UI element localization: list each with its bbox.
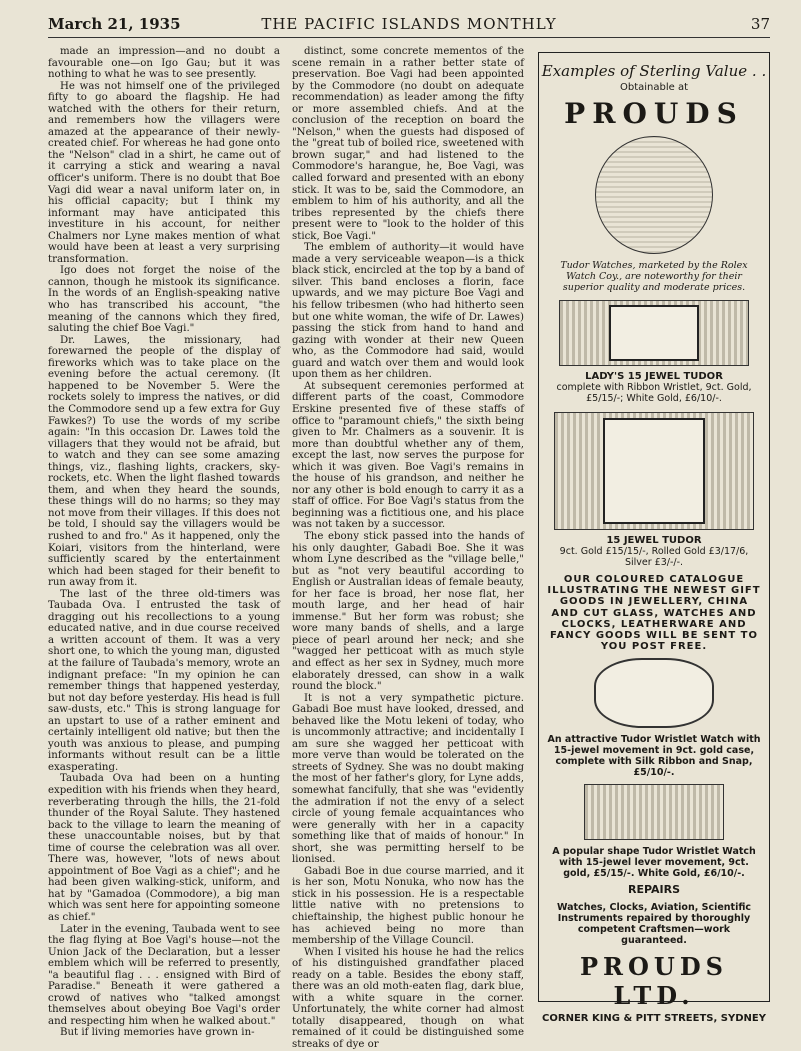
paragraph: When I visited his house he had the relics of his distinguished grandfather placed ready on a table. Besides the ebony staff, there was an old moth-eaten flag, dark blue, with a white square in the corner. Unfortunately, the white corner had almost totally disappeared, though on what remained of it could be distinguished some streaks of dye or — [292, 946, 524, 1051]
paragraph: Gabadi Boe in due course married, and it is her son, Motu Nonuka, who now has the stick in his possession. He is a respectable little native with no pretensions to chieftainship, the highest public honour he has achieved being no more than membership of the Village Council. — [292, 865, 524, 947]
paragraph: The last of the three old-timers was Taubada Ova. I entrusted the task of dragging out his recollections to a young educated native, and in due course received a written account of them. It was a very short one, to which the young man, digusted at the failure of Taubada's memory, wrote an indignant preface: "In my opinion he can remember things that happened yesterday, but not day before yesterday. His head is full saw-dusts, etc." This is strong language for an upstart to use of a rather eminent and certainly intelligent old native; but then the youth was anxious to please, and pumping informants without result can be a little exasperating. — [48, 588, 280, 773]
prouds-logo: PROUDS — [564, 97, 744, 130]
article-column-1 — [48, 46, 280, 1039]
popular-watch-caption: A popular shape Tudor Wristlet Watch with 15-jewel lever movement, 9ct. gold, £5/15/-. White Gold, £6/10/-. — [552, 846, 756, 880]
ad-obtainable: Obtainable at — [619, 82, 689, 93]
article-column-2 — [292, 46, 524, 1051]
ladys-watch-caption: LADY'S 15 JEWEL TUDOR complete with Ribbon Wristlet, 9ct. Gold, £5/15/-; White Gold, £6/10/-. — [556, 371, 752, 404]
paragraph: The emblem of authority—it would have made a very serviceable weapon—is a thick black stick, encircled at the top by a band of silver. This band encloses a florin, face upwards, and we may picture Boe Vagi and his fellow tribesmen (who had hitherto seen but one white woman, the wife of Dr. Lawes) passing the stick from hand to hand and gazing with wonder at their new Queen who, as the Commodore had said, would guard and watch over them and would look upon them as her children. — [292, 242, 524, 381]
prouds-ltd-logo: PROUDS LTD. — [580, 952, 728, 1011]
paragraph: distinct, some concrete mementos of the scene remain in a rather better state of preservation. Boe Vagi had been appointed by the Commodore (no doubt on adequate recommendation) as leader among the fifty or more assembled chiefs. And at the conclusion of the reception on board the "Nelson," when the guests had disposed of the "great tub of boiled rice, sweetened with brown sugar," and had listened to the Commodore's harangue, he, Boe Vagi, was called forward and presented with an ebony stick. It was to be, said the Commodore, an emblem to him of his authority, and all the tribes represented by the chiefs there present were to "look to the holder of this stick, Boe Vagi." — [292, 46, 524, 242]
popular-watch-image — [584, 784, 724, 840]
page-number: 37 — [750, 15, 770, 33]
paragraph: Later in the evening, Taubada went to see the flag flying at Boe Vagi's house—not the Union Jack of the Declaration, but a lesser emblem which will be referred to presently, "a beautiful flag . . . ensigned with Bird of Paradise." Beneath it were gathered a crowd of natives who "talked amongst themselves about obeying Boe Vagi's order and respecting him when he walked about." — [48, 923, 280, 1027]
store-address: CORNER KING & PITT STREETS, SYDNEY — [542, 1013, 766, 1025]
ad-intro: Tudor Watches, marketed by the Rolex Watch Coy., are noteworthy for their superior quality and moderate prices. — [560, 260, 748, 293]
ad-headline: Examples of Sterling Value . . — [541, 62, 767, 80]
tudor-watch-image — [554, 412, 754, 530]
paragraph: Igo does not forget the noise of the cannon, though he mistook its significance. In the words of an English-speaking native who has transcribed his account, "the meaning of the cannons which they fired, saluting the chief Boe Vagi." — [48, 265, 280, 335]
issue-date: March 21, 1935 — [48, 15, 181, 33]
page-header — [48, 12, 770, 38]
paragraph: Dr. Lawes, the missionary, had forewarned the people of the display of fireworks which was to take place on the evening before the actual ceremony. (It happened to be November 5. Were the rockets solely to impress the natives, or did the Commodore send up a few extra for Guy Fawkes?) To use the words of my scribe again: "In this occasion Dr. Lawes told the villagers that they would not be afraid, but to watch and they can see some amazing things, viz., flashing lights, crackers, sky-rockets, etc. When the light flashed towards them, and when they heard the sounds, these things will do no harms; so they may not move from their villages. If this does not be told, I should say the villagers would be rushed to and fro." As it happened, only the Koiari, visitors from the hinterland, were sufficiently scared by the entertainment which had been staged for their benefit to run away from it. — [48, 334, 280, 589]
ladys-watch-image — [559, 300, 749, 366]
paragraph: made an impression—and no doubt a favourable one—on Igo Gau; but it was nothing to what he was to see presently. — [48, 46, 280, 81]
paragraph: At subsequent ceremonies performed at different parts of the coast, Commodore Erskine presented five of these staffs of office to "paramount chiefs," the sixth being given to Mr. Chalmers as a souvenir. It is more than doubtful whether any of them, except the last, now serves the purpose for which it was given. Boe Vagi's remains in the house of his grandson, and neither he nor any other is bold enough to carry it as a staff of office. For Boe Vagi's status from the beginning was a fictitious one, and his place was not taken by a successor. — [292, 380, 524, 531]
wristlet-watch-image — [594, 658, 714, 728]
prouds-advertisement — [538, 52, 770, 1025]
repairs-text: Watches, Clocks, Aviation, Scientific Instruments repaired by thoroughly competent Craftsmen—work guaranteed. — [556, 902, 752, 947]
paragraph: But if living memories have grown in- — [60, 1027, 255, 1039]
paragraph: It is not a very sympathetic picture. Gabadi Boe must have looked, dressed, and behaved like the Motu lekeni of today, who is uncommonly attractive; and incidentally I am sure she wagged her petticoat with more verve than would be tolerated on the streets of Sydney. She was no doubt making the most of her father's glory, for Lyne adds, somewhat fancifully, that she was "evidently the admiration if not the envy of a select circle of young female acquaintances who were generally with her in a capacity something like that of maids of honour." In short, she was permitting herself to be lionised. — [292, 692, 524, 866]
catalogue-notice: OUR COLOURED CATALOGUE ILLUSTRATING THE NEWEST GIFT GOODS IN JEWELLERY, CHINA AND CUT GLASS, WATCHES AND CLOCKS, LEATHERWARE AND FANCY GOODS WILL BE SENT TO YOU POST FREE. — [547, 574, 761, 653]
magazine-title: THE PACIFIC ISLANDS MONTHLY — [261, 15, 557, 33]
tudor-watch-caption: 15 JEWEL TUDOR 9ct. Gold £15/15/-, Rolled Gold £3/17/6, Silver £3/-/-. — [559, 535, 749, 568]
wristlet-caption: An attractive Tudor Wristlet Watch with 15-jewel movement in 9ct. gold case, complete with Silk Ribbon and Snap, £5/10/-. — [547, 734, 761, 779]
store-building-image — [595, 136, 713, 254]
paragraph: He was not himself one of the privileged fifty to go aboard the flagship. He had watched with the others for their return, and remembers how the villagers were amazed at the appearance of their newly-created chief. For whereas he had gone onto the "Nelson" clad in a shirt, he came out of it carrying a stick and wearing a naval officer's uniform. There is no doubt that Boe Vagi did wear a naval uniform later on, in his official capacity; but I think my informant may have anticipated this investiture in his account, for neither Chalmers nor Lyne makes mention of what would have been at least a very surprising transformation. — [48, 80, 280, 265]
paragraph: Taubada Ova had been on a hunting expedition with his friends when they heard, reverberating through the hills, the 21-fold thunder of the Royal Salute. They hastened back to the village to learn the meaning of these unaccountable noises, but by that time of course the celebration was all over. There was, however, "lots of news about appointment of Boe Vagi as a chief"; and he had been given walking-stick, uniform, and hat by "Gamadoa (Commodore), a big man which was sent here for appointing someone as chief." — [48, 773, 280, 924]
paragraph: The ebony stick passed into the hands of his only daughter, Gabadi Boe. She it was whom Lyne described as the "village belle," but as "not very beautiful according to English or Australian ideas of female beauty, for her face is broad, her nose flat, her mouth large, and her head of hair immense." But her form was robust; she wore many bands of shells, and a large piece of pearl around her neck; and she "wagged her petticoat with as much style and effect as her sex in Sydney, much more elaborately dressed, can show in a walk round the block." — [292, 530, 524, 693]
repairs-heading: REPAIRS — [627, 883, 681, 897]
